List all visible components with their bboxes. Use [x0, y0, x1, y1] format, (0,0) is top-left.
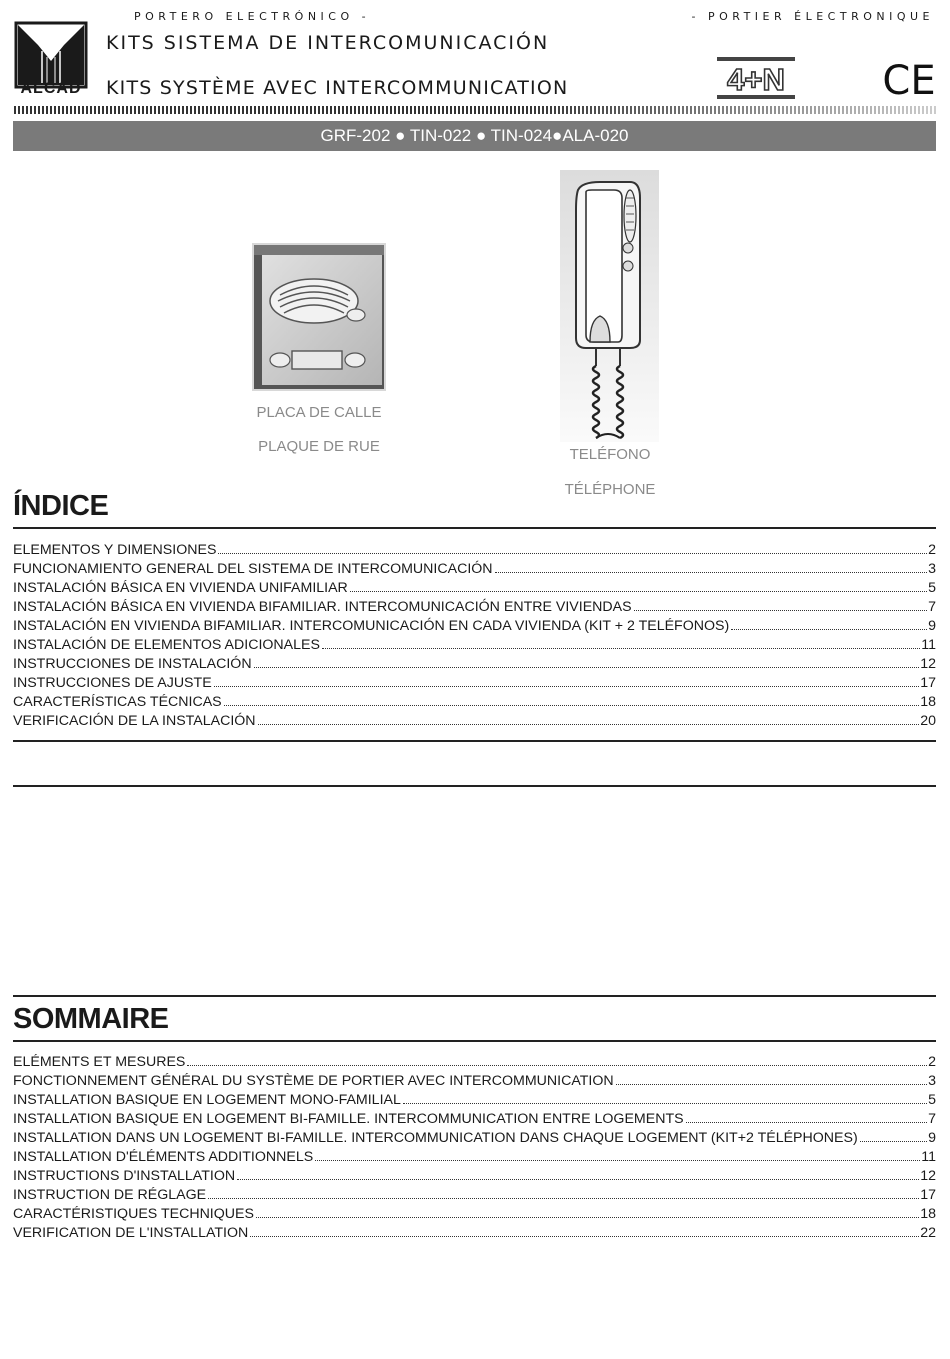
- toc-entry-page: 22: [920, 1225, 936, 1241]
- toc-dot-leader: [256, 1217, 919, 1218]
- panel-caption-es: PLACA DE CALLE: [256, 404, 382, 421]
- toc-entry-label: INSTALLATION BASIQUE EN LOGEMENT BI-FAMILLE. INTERCOMMUNICATION ENTRE LOGEMENTS: [13, 1111, 684, 1127]
- toc-entry-page: 18: [920, 694, 936, 710]
- toc-entry[interactable]: [13, 655, 936, 674]
- toc-entry-page: 11: [921, 1149, 936, 1165]
- toc-entry[interactable]: [13, 674, 936, 693]
- toc-entry-label: INSTALLATION D'ÉLÉMENTS ADDITIONNELS: [13, 1149, 314, 1165]
- toc-entry-label: INSTALLATION BASIQUE EN LOGEMENT MONO-FAMILIAL: [13, 1092, 401, 1108]
- toc-entry-page: 12: [920, 1168, 936, 1184]
- toc-dot-leader: [322, 648, 920, 649]
- phone-caption-es: TELÉFONO: [569, 446, 651, 463]
- toc-entry[interactable]: [13, 617, 936, 636]
- indice-title: ÍNDICE: [13, 490, 109, 522]
- toc-entry[interactable]: [13, 636, 936, 655]
- four-plus-n-badge: [716, 56, 796, 100]
- toc-entry-label: INSTRUCTION DE RÉGLAGE: [13, 1187, 207, 1203]
- toc-entry-page: 5: [928, 1092, 936, 1108]
- toc-entry-label: INSTALACIÓN EN VIVIENDA BIFAMILIAR. INTERCOMUNICACIÓN EN CADA VIVIENDA (KIT + 2 TELÉFONOS): [13, 618, 730, 634]
- toc-dot-leader: [315, 1160, 920, 1161]
- toc-dot-leader: [237, 1179, 919, 1180]
- telephone-image: [560, 170, 659, 442]
- header-stripes: [14, 106, 936, 114]
- toc-entry-label: INSTALACIÓN DE ELEMENTOS ADICIONALES: [13, 637, 320, 653]
- toc-dot-leader: [250, 1236, 919, 1237]
- toc-entry-page: 17: [920, 1187, 936, 1203]
- toc-entry-page: 18: [920, 1206, 936, 1222]
- toc-dot-leader: [214, 686, 920, 687]
- toc-dot-leader: [254, 667, 920, 668]
- title-fr: KITS SYSTÈME AVEC INTERCOMMUNICATION: [106, 77, 569, 99]
- toc-entry-label: INSTRUCCIONES DE AJUSTE: [13, 675, 212, 691]
- toc-entry[interactable]: [13, 579, 936, 598]
- toc-dot-leader: [218, 553, 927, 554]
- toc-entry-label: INSTRUCTIONS D'INSTALLATION: [13, 1168, 236, 1184]
- toc-entry-page: 9: [928, 1130, 936, 1146]
- toc-entry-label: FONCTIONNEMENT GÉNÉRAL DU SYSTÈME DE PORTIER AVEC INTERCOMMUNICATION: [13, 1073, 614, 1089]
- toc-entry-label: CARACTERÍSTICAS TÉCNICAS: [13, 694, 222, 710]
- toc-dot-leader: [258, 724, 920, 725]
- sommaire-top-rule: [13, 995, 936, 997]
- toc-dot-leader: [686, 1122, 928, 1123]
- toc-entry-page: 3: [928, 561, 936, 577]
- models-bar: GRF-202 ● TIN-022 ● TIN-024●ALA-020: [13, 121, 936, 151]
- toc-entry[interactable]: [13, 712, 936, 731]
- toc-entry-page: 11: [921, 637, 936, 653]
- toc-entry-page: 2: [928, 542, 936, 558]
- indice-top-rule: [13, 527, 936, 529]
- toc-entry-label: VERIFICACIÓN DE LA INSTALACIÓN: [13, 713, 256, 729]
- toc-entry[interactable]: [13, 541, 936, 560]
- toc-entry[interactable]: [13, 1072, 936, 1091]
- toc-entry-page: 20: [920, 713, 936, 729]
- toc-dot-leader: [634, 610, 928, 611]
- toc-entry[interactable]: [13, 560, 936, 579]
- toc-entry-page: 12: [920, 656, 936, 672]
- toc-dot-leader: [616, 1084, 927, 1085]
- toc-entry[interactable]: [13, 1091, 936, 1110]
- toc-entry-page: 17: [920, 675, 936, 691]
- toc-entry-page: 7: [928, 1111, 936, 1127]
- toc-dot-leader: [860, 1141, 927, 1142]
- toc-entry-label: INSTALLATION DANS UN LOGEMENT BI-FAMILLE. INTERCOMMUNICATION DANS CHAQUE LOGEMENT (KIT+2 TÉLÉPHONES): [13, 1130, 858, 1146]
- toc-entry-page: 3: [928, 1073, 936, 1089]
- toc-entry-label: VERIFICATION DE L'INSTALLATION: [13, 1225, 249, 1241]
- toc-entry-page: 7: [928, 599, 936, 615]
- toc-entry-label: ELÉMENTS ET MESURES: [13, 1054, 186, 1070]
- title-es: KITS SISTEMA DE INTERCOMUNICACIÓN: [106, 32, 550, 54]
- toc-entry-label: CARACTÉRISTIQUES TECHNIQUES: [13, 1206, 254, 1222]
- ce-mark-icon: [882, 58, 936, 98]
- toc-entry[interactable]: [13, 693, 936, 712]
- sommaire-title-rule: [13, 1040, 936, 1042]
- toc-dot-leader: [403, 1103, 927, 1104]
- toc-entry[interactable]: [13, 1110, 936, 1129]
- sommaire-list: [13, 1053, 936, 1243]
- badge-text: 4+N: [727, 62, 785, 97]
- toc-entry-page: 5: [928, 580, 936, 596]
- toc-dot-leader: [350, 591, 927, 592]
- toc-dot-leader: [731, 629, 927, 630]
- subtitle-es: PORTERO ELECTRÓNICO -: [134, 10, 371, 23]
- toc-entry[interactable]: [13, 1053, 936, 1072]
- toc-entry[interactable]: [13, 1224, 936, 1243]
- toc-entry[interactable]: [13, 1186, 936, 1205]
- indice-bottom-rule: [13, 740, 936, 742]
- toc-entry-label: INSTALACIÓN BÁSICA EN VIVIENDA BIFAMILIAR. INTERCOMUNICACIÓN ENTRE VIVIENDAS: [13, 599, 632, 615]
- toc-entry[interactable]: [13, 598, 936, 617]
- toc-dot-leader: [224, 705, 920, 706]
- subtitle-fr: - PORTIER ÉLECTRONIQUE: [691, 10, 934, 23]
- toc-entry-label: INSTRUCCIONES DE INSTALACIÓN: [13, 656, 252, 672]
- phone-caption-fr: TÉLÉPHONE: [564, 481, 656, 498]
- toc-dot-leader: [187, 1065, 927, 1066]
- toc-entry-label: ELEMENTOS Y DIMENSIONES: [13, 542, 217, 558]
- toc-entry-label: FUNCIONAMIENTO GENERAL DEL SISTEMA DE INTERCOMUNICACIÓN: [13, 561, 493, 577]
- brand-name: ALCAD: [20, 80, 82, 97]
- toc-dot-leader: [495, 572, 928, 573]
- indice-list: [13, 541, 936, 731]
- toc-entry[interactable]: [13, 1205, 936, 1224]
- toc-entry[interactable]: [13, 1167, 936, 1186]
- door-panel-image: [252, 243, 386, 391]
- toc-entry-label: INSTALACIÓN BÁSICA EN VIVIENDA UNIFAMILIAR: [13, 580, 348, 596]
- panel-caption-fr: PLAQUE DE RUE: [258, 438, 380, 455]
- toc-entry[interactable]: [13, 1129, 936, 1148]
- toc-dot-leader: [208, 1198, 919, 1199]
- sommaire-title: SOMMAIRE: [13, 1003, 169, 1035]
- toc-entry-page: 9: [928, 618, 936, 634]
- ce-text: CE: [882, 58, 936, 98]
- toc-entry-page: 2: [928, 1054, 936, 1070]
- section-divider-rule: [13, 785, 936, 787]
- toc-entry[interactable]: [13, 1148, 936, 1167]
